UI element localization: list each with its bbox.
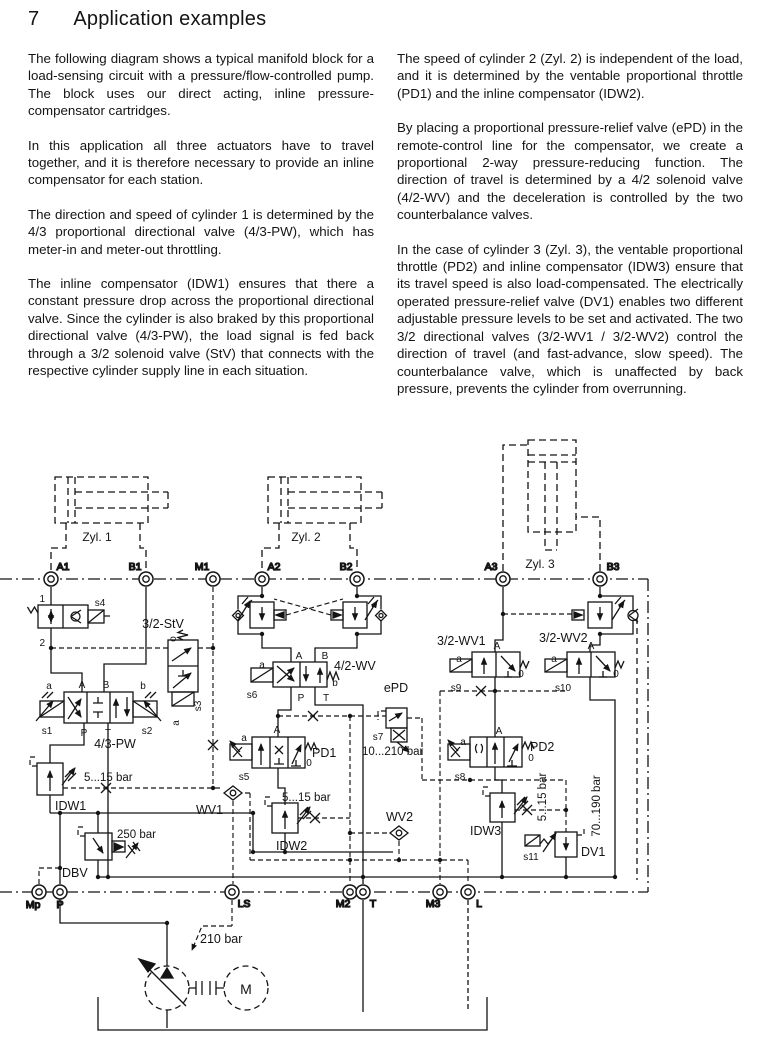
port-T — [356, 885, 377, 910]
paragraph: The direction and speed of cylinder 1 is determined by the 4/3 proportional directional valve (4/3-PW), which has meter-in and meter-out throttling. — [28, 206, 374, 257]
diagram-label: DV1 — [581, 845, 606, 859]
diagram-label: WV2 — [386, 810, 414, 824]
text-column-left — [28, 50, 374, 397]
diagram-label: 2 — [39, 638, 45, 649]
diagram-label: P — [80, 728, 88, 739]
diagram-label: o — [168, 636, 179, 642]
port-label: L — [476, 898, 482, 910]
diagram-label: a — [46, 681, 52, 692]
diagram-label: 70...190 bar — [591, 775, 603, 837]
diagram-label: s2 — [141, 726, 153, 737]
diagram-label: s5 — [238, 772, 250, 783]
diagram-label: 5...15 bar — [282, 792, 331, 804]
diagram-label: s6 — [246, 690, 258, 701]
diagram-label: 1 — [39, 594, 45, 605]
diagram-label: 0 — [306, 758, 312, 769]
port-label: LS — [237, 898, 251, 910]
port-Mp — [26, 885, 46, 911]
diagram-label: a — [171, 720, 182, 726]
diagram-label: 0 — [613, 669, 619, 680]
diagram-label: IDW3 — [470, 824, 502, 838]
diagram-label: 5...15 bar — [537, 772, 549, 822]
pump-symbol — [139, 959, 189, 1010]
port-A3 — [485, 561, 510, 586]
valve-idw1 — [37, 763, 76, 795]
port-label: B1 — [128, 561, 142, 573]
diagram-label: PD1 — [312, 746, 337, 760]
port-B1 — [129, 561, 153, 586]
diagram-label: a — [460, 737, 466, 748]
valve-3-2-wv1 — [450, 652, 529, 677]
diagram-label: DBV — [62, 866, 88, 880]
port-label: Mp — [25, 899, 41, 911]
diagram-label: B — [102, 680, 110, 691]
diagram-label: T — [322, 693, 330, 704]
valve-counterbalance-b2 — [331, 597, 387, 628]
text-column-right — [397, 50, 743, 414]
port-M1 — [195, 561, 220, 586]
diagram-label: 250 bar — [117, 829, 157, 841]
diagram-label: a — [241, 733, 247, 744]
section-title: Application examples — [73, 8, 267, 30]
diagram-label: Zyl. 2 — [291, 530, 321, 544]
diagram-label: A — [587, 641, 595, 652]
diagram-label: s4 — [94, 598, 106, 609]
section-number: 7 — [28, 8, 40, 30]
port-label: A3 — [484, 561, 498, 573]
diagram-label: 10...210 bar — [362, 746, 424, 758]
paragraph: The inline compensator (IDW1) ensures that there a constant pressure drop across the proportional directional valve. Since the cylinder is also braked by this proportional directional valve (4/3-PW), the load signal is fed back through a 3/2 solenoid valve (StV) that connects with the respective cylinder supply line in each situation. — [28, 276, 374, 379]
port-label: A2 — [267, 561, 281, 573]
diagram-label: s10 — [554, 683, 572, 694]
valve-idw2 — [272, 803, 311, 833]
diagram-label: s8 — [454, 772, 466, 783]
coupling-symbol — [189, 981, 224, 995]
diagram-label: ePD — [383, 681, 409, 695]
port-label: M1 — [194, 561, 210, 573]
port-label: P — [56, 899, 64, 911]
diagram-label: 4/2-WV — [334, 659, 376, 673]
diagram-label: A — [493, 641, 501, 652]
port-M3 — [426, 885, 447, 910]
diagram-label: s9 — [450, 683, 462, 694]
port-P — [53, 885, 67, 911]
diagram-label: A — [495, 726, 503, 737]
diagram-label: Zyl. 1 — [82, 530, 112, 544]
diagram-label: A — [295, 651, 303, 662]
diagram-label: M — [240, 981, 252, 997]
cylinder-zyl3 — [503, 440, 600, 571]
diagram-label: PD2 — [530, 740, 555, 754]
diagram-label: T — [104, 728, 112, 739]
port-label: B3 — [606, 561, 620, 573]
paragraph: By placing a proportional pressure-relief valve (ePD) in the remote-control line for the compensator, we create a proportional 2-way pressure-reducing function. The direction of travel is determined by a 4/2 solenoid valve (4/2-WV) and the deceleration is controlled by the two counterbalance valves. — [397, 120, 743, 223]
diagram-label: s7 — [372, 732, 384, 743]
port-B3 — [593, 561, 620, 586]
diagram-label: A — [78, 680, 86, 691]
port-label: M3 — [425, 898, 441, 910]
hydraulic-circuit-diagram — [0, 404, 766, 1044]
port-L — [461, 885, 482, 910]
diagram-label: IDW2 — [276, 839, 308, 853]
valve-idw3 — [490, 793, 528, 822]
diagram-label: s3 — [193, 700, 204, 712]
port-label: B2 — [339, 561, 353, 573]
diagram-label: b — [140, 681, 146, 692]
diagram-label: Zyl. 3 — [525, 557, 555, 571]
diagram-label: WV1 — [196, 803, 224, 817]
diagram-label: 0 — [518, 669, 524, 680]
diagram-label: 5...15 bar — [84, 772, 133, 784]
cylinder-zyl1 — [51, 477, 168, 571]
valve-counterbalance-b3 — [572, 597, 638, 628]
port-M2 — [336, 885, 357, 910]
valve-3-2-wv2 — [545, 652, 624, 677]
port-label: A1 — [56, 561, 70, 573]
diagram-label: 3/2-WV2 — [539, 631, 588, 645]
diagram-label: 210 bar — [200, 932, 243, 946]
page-title — [28, 6, 266, 32]
port-LS — [225, 885, 250, 910]
diagram-label: A — [273, 725, 281, 736]
valve-wv2-shuttle — [390, 826, 408, 840]
diagram-label: 3/2-StV — [142, 617, 184, 631]
diagram-label: a — [259, 660, 265, 671]
valve-counterbalance-a2 — [233, 597, 287, 628]
diagram-label: a — [456, 654, 462, 665]
paragraph: In this application all three actuators have to travel together, and it is therefore necessary to provide an inline compensator for each station. — [28, 137, 374, 188]
diagram-label: B — [321, 651, 329, 662]
paragraph: In the case of cylinder 3 (Zyl. 3), the ventable proportional throttle (PD2) and inline compensator (IDW3) ensure that its travel speed is also load-compensated. The electrically operated pressure-relief valve (DV1) enables two different adjustable pressure levels to be set and activated. The two 3/2 directional valves (3/2-WV1 / 3/2-WV2) control the direction of travel (and fast-advance, slow speed). The counterbalance valve, which is unaffected by back pressure, prevents the cylinder from overrunning. — [397, 241, 743, 396]
diagram-labels — [39, 530, 619, 997]
diagram-label: 0 — [528, 753, 534, 764]
valve-4-3-pw — [36, 692, 161, 723]
port-label: M2 — [335, 898, 351, 910]
diagram-label: 3/2-WV1 — [437, 634, 486, 648]
diagram-label: IDW1 — [55, 799, 87, 813]
diagram-label: a — [551, 654, 557, 665]
port-A2 — [255, 561, 281, 586]
cylinder-zyl2 — [262, 477, 382, 571]
port-B2 — [340, 561, 364, 586]
diagram-label: s11 — [523, 852, 539, 863]
diagram-label: 4/3-PW — [94, 737, 136, 751]
diagram-label: s1 — [41, 726, 53, 737]
paragraph: The speed of cylinder 2 (Zyl. 2) is independent of the load, and it is determined by the ventable proportional throttle (PD1) and the inline compensator (IDW2). — [397, 51, 743, 101]
port-A1 — [44, 561, 70, 586]
diagram-label: P — [297, 693, 305, 704]
port-label: T — [369, 898, 377, 910]
diagram-label: b — [332, 678, 338, 689]
valve-wv1-shuttle — [224, 786, 242, 800]
paragraph: The following diagram shows a typical manifold block for a load-sensing circuit with a pressure/flow-controlled pump. The block uses our direct acting, inline pressure-compensator cartridges. — [28, 51, 374, 119]
